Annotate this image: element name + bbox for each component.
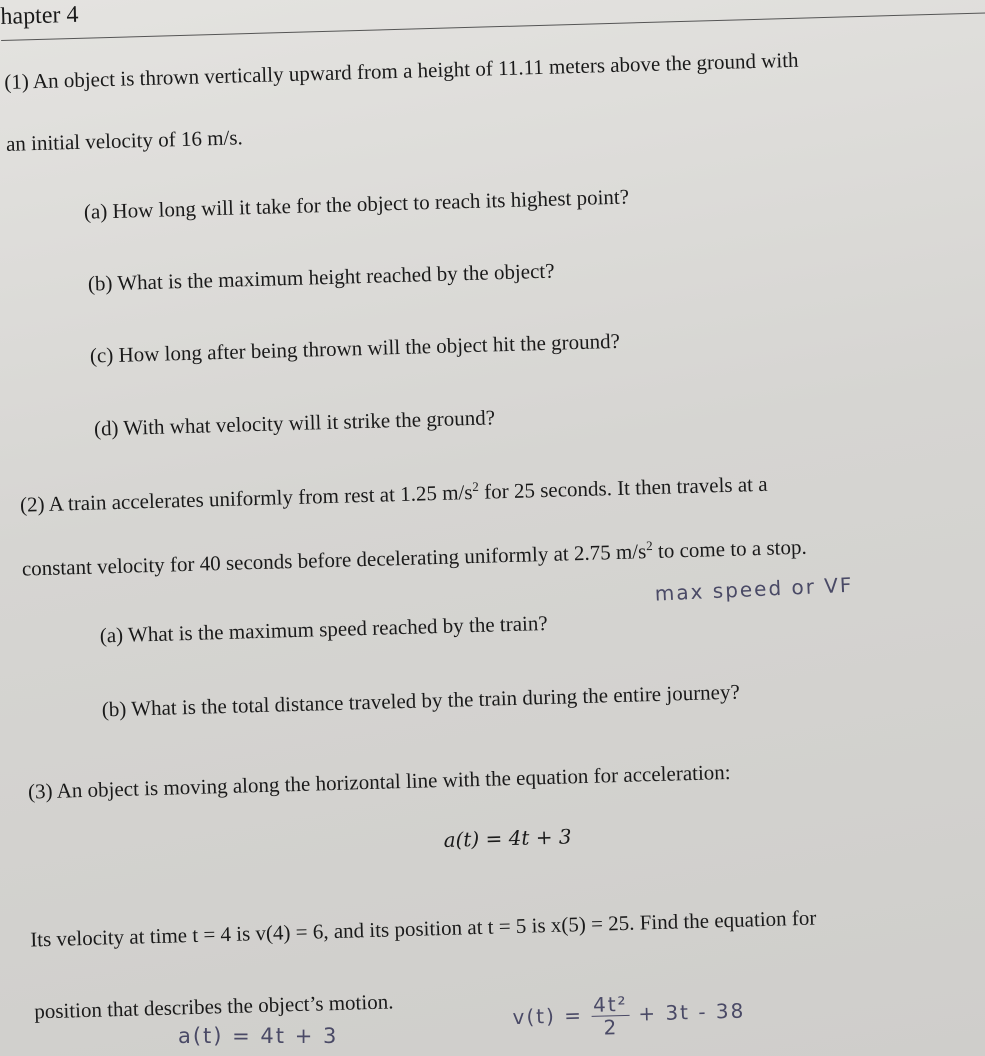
q2-line1-post: for 25 seconds. It then travels at a: [478, 471, 768, 504]
chapter-title: hapter 4: [0, 1, 79, 30]
handwritten-note-max-speed: max speed or VF: [654, 572, 854, 606]
q3-position-line: position that describes the object’s motion.: [33, 989, 394, 1024]
q2-part-a: (a) What is the maximum speed reached by the train?: [99, 610, 548, 648]
q3-velocity-line: Its velocity at time t = 4 is v(4) = 6, and its position at t = 5 is x(5) = 25. Find the equation for: [29, 905, 817, 952]
q2-line2-post: to come to a stop.: [652, 534, 807, 563]
hw-vel-denominator: 2: [603, 1015, 619, 1040]
q2-part-b: (b) What is the total distance traveled by the train during the entire journey?: [101, 679, 741, 722]
q2-line1: [20, 471, 768, 518]
handwritten-velocity: [512, 990, 746, 1041]
hw-vel-fraction: [591, 993, 631, 1039]
hw-vel-numerator: 4t²: [592, 991, 628, 1017]
q2-line1-pre: (2) A train accelerates uniformly from rest at 1.25 m/s: [19, 480, 473, 517]
header-rule: [1, 12, 985, 41]
q3-equation: a(t) = 4t + 3: [443, 824, 572, 852]
q2-line1-sup: 2: [472, 478, 480, 494]
q1-part-d: (d) With what velocity will it strike the ground?: [93, 405, 496, 441]
hw-vel-suffix: + 3t - 38: [637, 998, 746, 1026]
q1-part-a: (a) How long will it take for the object to reach its highest point?: [83, 184, 630, 224]
q1-intro-line1: (1) An object is thrown vertically upward from a height of 11.11 meters above the ground with: [3, 47, 799, 94]
q1-intro-line2: an initial velocity of 16 m/s.: [5, 125, 244, 156]
hw-vel-prefix: v(t) =: [512, 1003, 584, 1030]
q3-intro: (3) An object is moving along the horizontal line with the equation for acceleration:: [27, 759, 731, 804]
q1-part-c: (c) How long after being thrown will the object hit the ground?: [89, 328, 621, 368]
q2-line2-sup: 2: [645, 537, 653, 554]
q1-part-b: (b) What is the maximum height reached by the object?: [87, 258, 555, 296]
handwritten-acceleration: a(t) = 4t + 3: [178, 1024, 339, 1048]
q2-line2-pre: constant velocity for 40 seconds before decelerating uniformly at 2.75 m/s: [21, 539, 647, 581]
q2-line2: [22, 534, 807, 582]
